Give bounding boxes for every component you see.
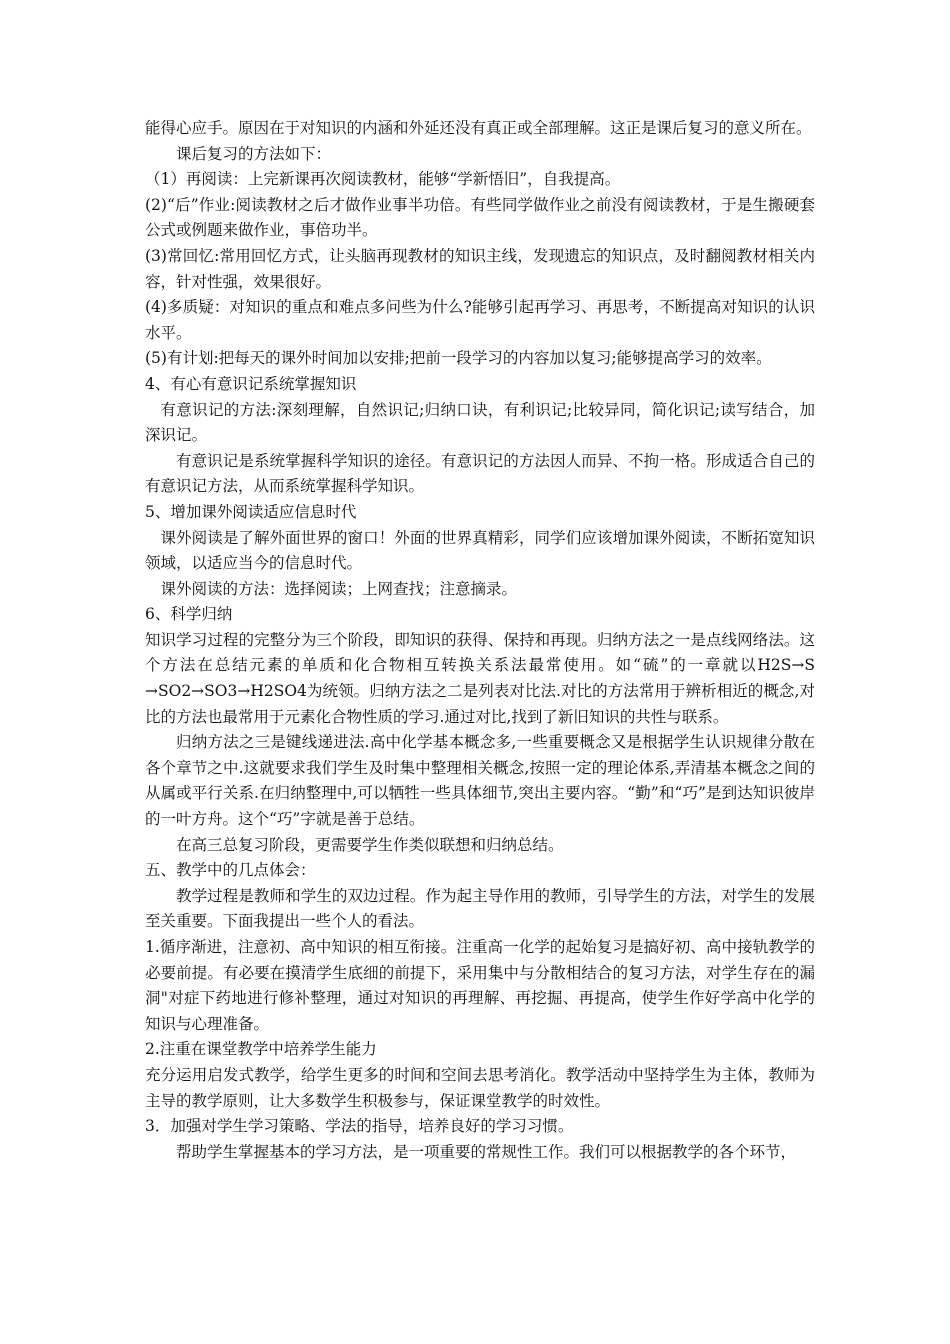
section-heading: 5、增加课外阅读适应信息时代 — [145, 502, 357, 521]
paragraph: 教学过程是教师和学生的双边过程。作为起主导作用的教师，引导学生的方法，对学生的发展至关重要。下面我提出一些个人的看法。 — [145, 886, 815, 931]
section-heading: 3．加强对学生学习策略、学法的指导，培养良好的学习习惯。 — [145, 1117, 574, 1136]
list-item: (3)常回忆:常用回忆方式，让头脑再现教材的知识主线，发现遗忘的知识点，及时翻阅教材相关内容，针对性强，效果很好。 — [145, 246, 815, 291]
document-body — [145, 116, 815, 1165]
paragraph: 有意识记是系统掌握科学知识的途径。有意识记的方法因人而异、不拘一格。形成适合自己的有意识记方法，从而系统掌握科学知识。 — [145, 451, 815, 496]
section-heading: 2.注重在课堂教学中培养学生能力 — [145, 1040, 377, 1059]
paragraph: 课外阅读的方法：选择阅读；上网查找；注意摘录。 — [160, 579, 518, 598]
section-heading: 五、教学中的几点体会： — [145, 861, 316, 880]
paragraph: 知识学习过程的完整分为三个阶段，即知识的获得、保持和再现。归纳方法之一是点线网络法。这个方法在总结元素的单质和化合物相互转换关系法最常使用。如“硫”的一章就以H2S→S →SO2→SO3→H2SO4为统领。归纳方法之二是列表对比法.对比的方法常用于辨析相近的概念,对比的方法也最常用于元素化合物性质的学习.通过对比,找到了新旧知识的共性与联系。 — [145, 630, 815, 726]
paragraph: 课后复习的方法如下： — [176, 144, 332, 163]
list-item: (2)“后”作业:阅读教材之后才做作业事半功倍。有些同学做作业之前没有阅读教材，于是生搬硬套公式或例题来做作业，事倍功半。 — [145, 195, 815, 240]
list-item: （1）再阅读：上完新课再次阅读教材，能够“学新悟旧”，自我提高。 — [145, 170, 621, 189]
paragraph: 帮助学生掌握基本的学习方法，是一项重要的常规性工作。我们可以根据教学的各个环节， — [176, 1142, 797, 1161]
paragraph: 在高三总复习阶段，更需要学生作类似联想和归纳总结。 — [176, 835, 564, 854]
section-heading: 4、有心有意识记系统掌握知识 — [145, 374, 357, 393]
paragraph: 充分运用启发式教学，给学生更多的时间和空间去思考消化。教学活动中坚持学生为主体，教师为主导的教学原则，让大多数学生积极参与，保证课堂教学的时效性。 — [145, 1065, 815, 1110]
paragraph: 归纳方法之三是键线递进法.高中化学基本概念多,一些重要概念又是根据学生认识规律分散在各个章节之中.这就要求我们学生及时集中整理相关概念,按照一定的理论体系,弄清基本概念之间的从属或平行关系.在归纳整理中,可以牺牲一些具体细节,突出主要内容。“勤”和“巧”是到达知识彼岸的一叶方舟。这个“巧”字就是善于总结。 — [145, 733, 815, 829]
paragraph: 1.循序渐进，注意初、高中知识的相互衔接。注重高一化学的起始复习是搞好初、高中接轨教学的必要前提。有必要在摸清学生底细的前提下，采用集中与分散相结合的复习方法，对学生存在的漏洞"对症下药地进行修补整理，通过对知识的再理解、再挖掘、再提高，使学生作好学高中化学的知识与心理准备。 — [145, 938, 815, 1033]
paragraph: 课外阅读是了解外面世界的窗口！外面的世界真精彩，同学们应该增加课外阅读，不断拓宽知识领域，以适应当今的信息时代。 — [145, 528, 815, 573]
paragraph: 有意识记的方法:深刻理解，自然识记;归纳口诀，有利识记;比较异同，简化识记;读写结合，加深识记。 — [145, 400, 815, 445]
paragraph: 能得心应手。原因在于对知识的内涵和外延还没有真正或全部理解。这正是课后复习的意义所在。 — [145, 119, 812, 137]
list-item: (5)有计划:把每天的课外时间加以安排;把前一段学习的内容加以复习;能够提高学习的效率。 — [145, 349, 772, 368]
section-heading: 6、科学归纳 — [145, 605, 233, 624]
list-item: (4)多质疑：对知识的重点和难点多问些为什么?能够引起再学习、再思考，不断提高对知识的认识水平。 — [145, 298, 815, 342]
